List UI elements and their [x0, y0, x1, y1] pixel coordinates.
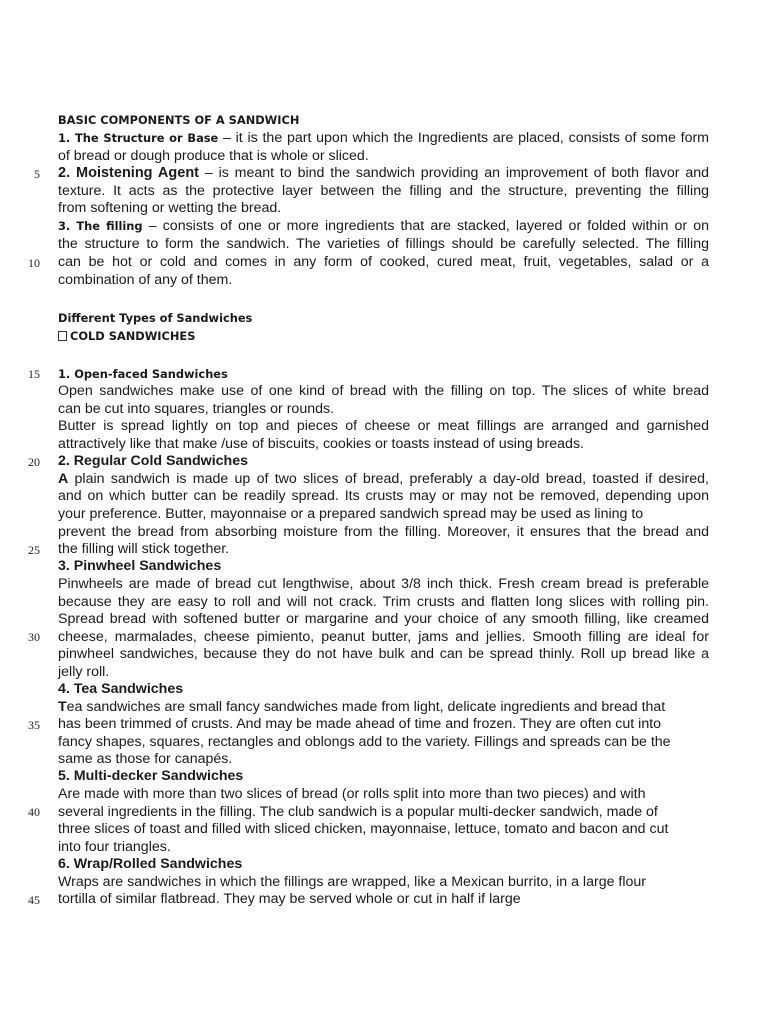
line-number: 40 — [28, 805, 40, 819]
text: – it is the part upon which the Ingredients are placed, consists of some form — [218, 130, 710, 146]
subheading-wrap: 6. Wrap/Rolled Sandwiches — [58, 856, 243, 872]
paragraph-line — [58, 218, 709, 235]
paragraph-line: cheese, marmalades, cheese pimiento, peanut butter, jams and jellies. Smooth filling are ideal for — [58, 629, 709, 645]
text: plain sandwich is made up of two slices of bread, preferably a day-old bread, toasted if desired, — [68, 471, 709, 487]
subheading-pinwheel: 3. Pinwheel Sandwiches — [58, 558, 222, 574]
paragraph-line: and on which butter can be readily spread. Its crusts may or may not be removed, depending upon — [58, 488, 709, 504]
text: – is meant to bind the sandwich providing an improvement of both flavor and — [199, 165, 709, 181]
paragraph-line: the structure to form the sandwich. The varieties of fillings should be carefully selected. The filling — [58, 236, 709, 252]
paragraph-line: combination of any of them. — [58, 272, 233, 288]
paragraph-line: tortilla of similar flatbread. They may be served whole or cut in half if large — [58, 891, 521, 907]
paragraph-line: fancy shapes, squares, rectangles and oblongs add to the variety. Fillings and spreads can be the — [58, 734, 671, 750]
bullet-icon — [58, 331, 67, 341]
cold-label: COLD SANDWICHES — [70, 329, 196, 343]
paragraph-line: into four triangles. — [58, 839, 171, 855]
paragraph-line: same as those for canapés. — [58, 751, 233, 767]
term-moistening: 2. Moistening Agent — [58, 165, 200, 181]
paragraph-line: Pinwheels are made of bread cut lengthwise, about 3/8 inch thick. Fresh cream bread is preferable — [58, 576, 709, 592]
line-number: 10 — [28, 256, 40, 270]
paragraph-line: Wraps are sandwiches in which the fillings are wrapped, like a Mexican burrito, in a large flour — [58, 874, 647, 890]
paragraph-line: because they are easy to roll and will not crack. Trim crusts and flatten long slices with rolling pin. — [58, 594, 709, 610]
section-heading-types: Different Types of Sandwiches — [58, 311, 253, 325]
paragraph-line: jelly roll. — [58, 664, 110, 680]
term-filling: 3. The filling — [58, 219, 143, 233]
drop-letter: T — [58, 699, 67, 715]
paragraph-line: your preference. Butter, mayonnaise or a prepared sandwich spread may be used as lining to — [58, 506, 644, 522]
line-number: 30 — [28, 630, 40, 644]
paragraph-line: Are made with more than two slices of bread (or rolls split into more than two pieces) and with — [58, 786, 646, 802]
paragraph-line: several ingredients in the filling. The club sandwich is a popular multi-decker sandwich, made of — [58, 804, 658, 820]
paragraph-line: Butter is spread lightly on top and pieces of cheese or meat fillings are arranged and garnished — [58, 418, 709, 434]
paragraph-line: Open sandwiches make use of one kind of bread with the filling on top. The slices of white bread — [58, 383, 709, 399]
drop-letter: A — [58, 471, 69, 487]
paragraph-line: attractively like that make /use of biscuits, cookies or toasts instead of using breads. — [58, 436, 584, 452]
paragraph-line: can be hot or cold and comes in any form of cooked, cured meat, fruit, vegetables, salad or a — [58, 254, 709, 270]
paragraph-line: can be cut into squares, triangles or rounds. — [58, 401, 335, 417]
text: – consists of one or more ingredients that are stacked, layered or folded within or on — [142, 218, 709, 234]
paragraph-line: from softening or wetting the bread. — [58, 200, 282, 216]
subheading-multi-decker: 5. Multi-decker Sandwiches — [58, 768, 244, 784]
subheading-tea: 4. Tea Sandwiches — [58, 681, 184, 697]
line-number: 25 — [28, 543, 40, 557]
paragraph-line: pinwheel sandwiches, because they do not have bulk and can be spread thinly. Roll up bread like a — [58, 646, 709, 662]
line-number: 35 — [28, 718, 40, 732]
section-heading-basic: BASIC COMPONENTS OF A SANDWICH — [58, 113, 300, 127]
paragraph-line — [58, 165, 709, 182]
paragraph-line: three slices of toast and filled with sliced chicken, mayonnaise, lettuce, tomato and bacon and cut — [58, 821, 669, 837]
paragraph-line: has been trimmed of crusts. And may be made ahead of time and frozen. They are often cut into — [58, 716, 662, 732]
paragraph-line: of bread or dough produce that is whole or sliced. — [58, 148, 369, 164]
paragraph-line: Spread bread with softened butter or margarine and your choice of any smooth filling, like creamed — [58, 611, 709, 627]
subheading-open-faced: 1. Open-faced Sandwiches — [58, 367, 228, 381]
section-heading-cold — [58, 328, 195, 345]
paragraph-line — [58, 471, 709, 488]
paragraph-line: prevent the bread from absorbing moisture from the filling. Moreover, it ensures that the bread and — [58, 524, 709, 540]
line-number: 15 — [28, 367, 40, 381]
line-number: 45 — [28, 893, 40, 907]
text: ea sandwiches are small fancy sandwiches made from light, delicate ingredients and bread that — [66, 699, 666, 715]
paragraph-line: texture. It acts as the protective layer between the filling and the structure, preventing the filling — [58, 183, 709, 199]
term-structure: 1. The Structure or Base — [58, 131, 219, 145]
paragraph-line — [58, 130, 709, 147]
paragraph-line — [58, 699, 665, 716]
line-number: 5 — [34, 167, 40, 181]
line-number: 20 — [28, 455, 40, 469]
paragraph-line: the filling will stick together. — [58, 541, 230, 557]
subheading-regular: 2. Regular Cold Sandwiches — [58, 453, 249, 469]
